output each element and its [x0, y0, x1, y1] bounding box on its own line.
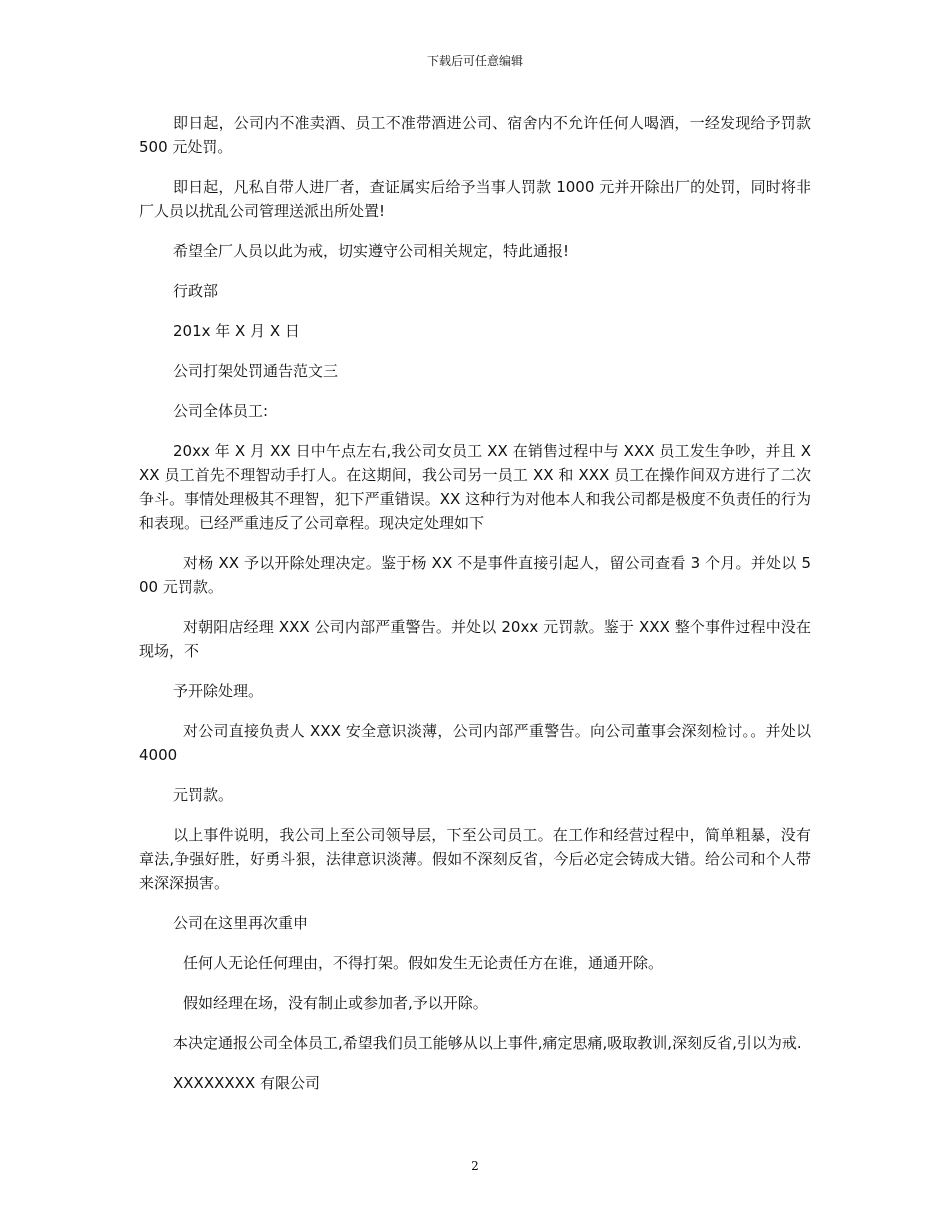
decision-item-1: 对杨 XX 予以开除处理决定。鉴于杨 XX 不是事件直接引起人，留公司查看 3 个月。并处以 500 元罚款。 [139, 554, 811, 596]
paragraph-reiterate: 公司在这里再次重申 [173, 914, 309, 932]
paragraph-summary: 以上事件说明，我公司上至公司领导层，下至公司员工。在工作和经营过程中，简单粗暴，没有章法,争强好胜，好勇斗狠，法律意识淡薄。假如不深刻反省，今后必定会铸成大错。给公司和个人带来深深损害。 [139, 826, 811, 892]
signature-company: XXXXXXXX 有限公司 [173, 1074, 320, 1092]
paragraph-incident: 20xx 年 X 月 XX 日中午点左右,我公司女员工 XX 在销售过程中与 XXX 员工发生争吵，并且 XXX 员工首先不理智动手打人。在这期间，我公司另一员工 XX 和 XXX 员工在操作间双方进行了二次争斗。事情处理极其不理智，犯下严重错误。XX 这种行为对他本人和我公司都是极度不负责任的行为和表现。已经严重违反了公司章程。现决定处理如下 [139, 442, 811, 532]
document-body [139, 111, 811, 1111]
paragraph-warning: 希望全厂人员以此为戒，切实遵守公司相关规定，特此通报! [173, 242, 570, 260]
decision-item-3-continued: 元罚款。 [173, 786, 234, 804]
page-number: 2 [471, 1159, 479, 1173]
rule-item-2: 假如经理在场，没有制止或参加者,予以开除。 [183, 994, 488, 1012]
decision-item-3: 对公司直接负责人 XXX 安全意识淡薄，公司内部严重警告。向公司董事会深刻检讨。。并处以 4000 [139, 722, 811, 764]
decision-item-2-continued: 予开除处理。 [173, 682, 264, 700]
page-header: 下载后可任意编辑 [426, 54, 523, 68]
rule-item-1: 任何人无论任何理由，不得打架。假如发生无论责任方在谁，通通开除。 [183, 954, 664, 972]
paragraph-no-alcohol: 即日起，公司内不准卖酒、员工不准带酒进公司、宿舍内不允许任何人喝酒，一经发现给予罚款 500 元处罚。 [139, 114, 811, 156]
signature-date: 201x 年 X 月 X 日 [173, 322, 300, 340]
section-title: 公司打架处罚通告范文三 [173, 362, 339, 380]
salutation: 公司全体员工: [173, 402, 269, 420]
decision-item-2: 对朝阳店经理 XXX 公司内部严重警告。并处以 20xx 元罚款。鉴于 XXX 整个事件过程中没在现场，不 [139, 618, 811, 660]
signature-department: 行政部 [173, 282, 219, 300]
paragraph-conclusion: 本决定通报公司全体员工,希望我们员工能够从以上事件,痛定思痛,吸取教训,深刻反省,引以为戒. [173, 1034, 802, 1052]
paragraph-no-outsiders: 即日起，凡私自带人进厂者，查证属实后给予当事人罚款 1000 元并开除出厂的处罚，同时将非厂人员以扰乱公司管理送派出所处置! [139, 178, 811, 220]
